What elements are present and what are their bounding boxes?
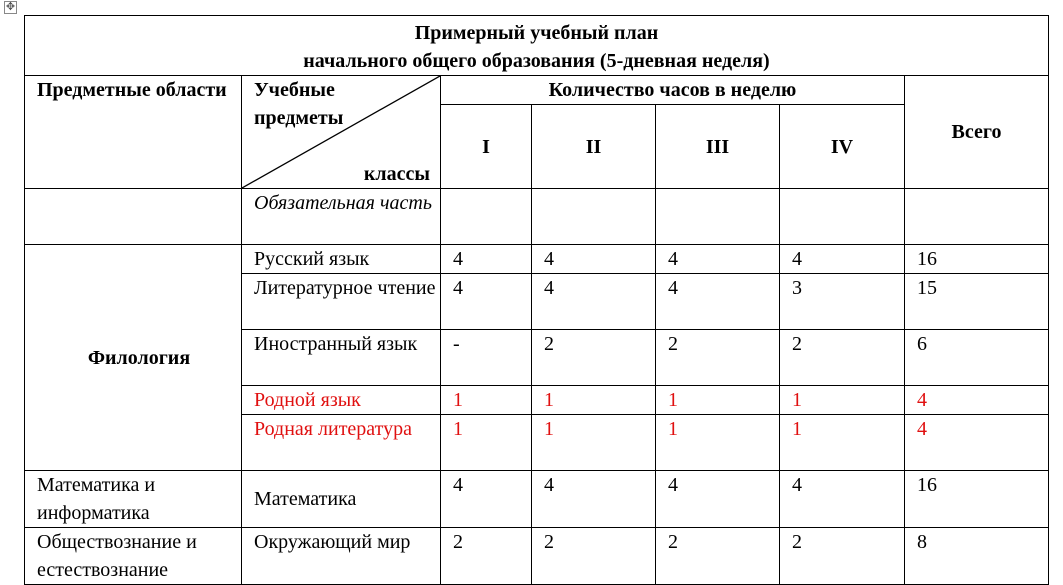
table-row	[25, 528, 1049, 585]
header-subjects-grades	[242, 76, 441, 189]
subject-cell: Окружающий мир	[242, 528, 441, 585]
empty-cell	[25, 189, 242, 245]
hours-cell: 2	[656, 330, 780, 386]
subject-cell: Иностранный язык	[242, 330, 441, 386]
header-grades-word: классы	[363, 163, 430, 185]
hours-cell: 1	[656, 415, 780, 471]
total-cell: 16	[905, 471, 1049, 528]
subject-cell: Родной язык	[242, 386, 441, 415]
hours-cell: 3	[780, 274, 905, 330]
total-cell: 4	[905, 386, 1049, 415]
subject-cell: Родная литература	[242, 415, 441, 471]
mandatory-part-row	[25, 189, 1049, 245]
hours-cell: 2	[441, 528, 532, 585]
subject-cell: Математика	[242, 471, 441, 528]
total-cell: 15	[905, 274, 1049, 330]
table-title-line-2: начального общего образования (5-дневная неделя)	[303, 50, 770, 72]
header-areas: Предметные области	[25, 76, 242, 189]
area-cell: Филология	[25, 245, 242, 471]
total-cell: 4	[905, 415, 1049, 471]
hours-cell: 4	[656, 471, 780, 528]
hours-cell: 4	[532, 471, 656, 528]
hours-cell: 4	[780, 471, 905, 528]
hours-cell: 1	[441, 415, 532, 471]
hours-cell: 4	[780, 245, 905, 274]
table-row	[25, 245, 1049, 274]
hours-cell: 1	[780, 386, 905, 415]
hours-cell: 4	[441, 245, 532, 274]
hours-cell: 4	[656, 245, 780, 274]
hours-cell: 1	[656, 386, 780, 415]
header-total: Всего	[905, 76, 1049, 189]
empty-cell	[532, 189, 656, 245]
empty-cell	[780, 189, 905, 245]
empty-cell	[441, 189, 532, 245]
total-cell: 8	[905, 528, 1049, 585]
mandatory-part-label: Обязательная часть	[242, 189, 441, 245]
empty-cell	[905, 189, 1049, 245]
table-title	[25, 16, 1049, 76]
area-cell: Математика и информатика	[25, 471, 242, 528]
table-move-handle-icon[interactable]: ✥	[5, 1, 16, 13]
header-subjects: Учебные предметы	[254, 79, 344, 129]
hours-cell: 2	[780, 528, 905, 585]
hours-cell: 4	[532, 245, 656, 274]
hours-cell: 4	[656, 274, 780, 330]
hours-cell: 4	[532, 274, 656, 330]
header-hours-per-week: Количество часов в неделю	[441, 76, 905, 105]
grade-header-3: III	[656, 105, 780, 189]
hours-cell: 2	[656, 528, 780, 585]
table-title-line-1: Примерный учебный план	[414, 22, 659, 44]
grade-header-1: I	[441, 105, 532, 189]
hours-cell: 4	[441, 274, 532, 330]
hours-cell: 2	[532, 528, 656, 585]
grade-header-2: II	[532, 105, 656, 189]
hours-cell: 1	[532, 415, 656, 471]
hours-cell: 1	[532, 386, 656, 415]
subject-cell: Литературное чтение	[242, 274, 441, 330]
area-cell: Обществознание и естествознание	[25, 528, 242, 585]
hours-cell: 2	[532, 330, 656, 386]
table-row	[25, 471, 1049, 528]
hours-cell: 4	[441, 471, 532, 528]
hours-cell: 1	[780, 415, 905, 471]
empty-cell	[656, 189, 780, 245]
grade-header-4: IV	[780, 105, 905, 189]
hours-cell: 1	[441, 386, 532, 415]
hours-cell: -	[441, 330, 532, 386]
total-cell: 6	[905, 330, 1049, 386]
total-cell: 16	[905, 245, 1049, 274]
curriculum-table	[24, 15, 1049, 585]
subject-cell: Русский язык	[242, 245, 441, 274]
hours-cell: 2	[780, 330, 905, 386]
